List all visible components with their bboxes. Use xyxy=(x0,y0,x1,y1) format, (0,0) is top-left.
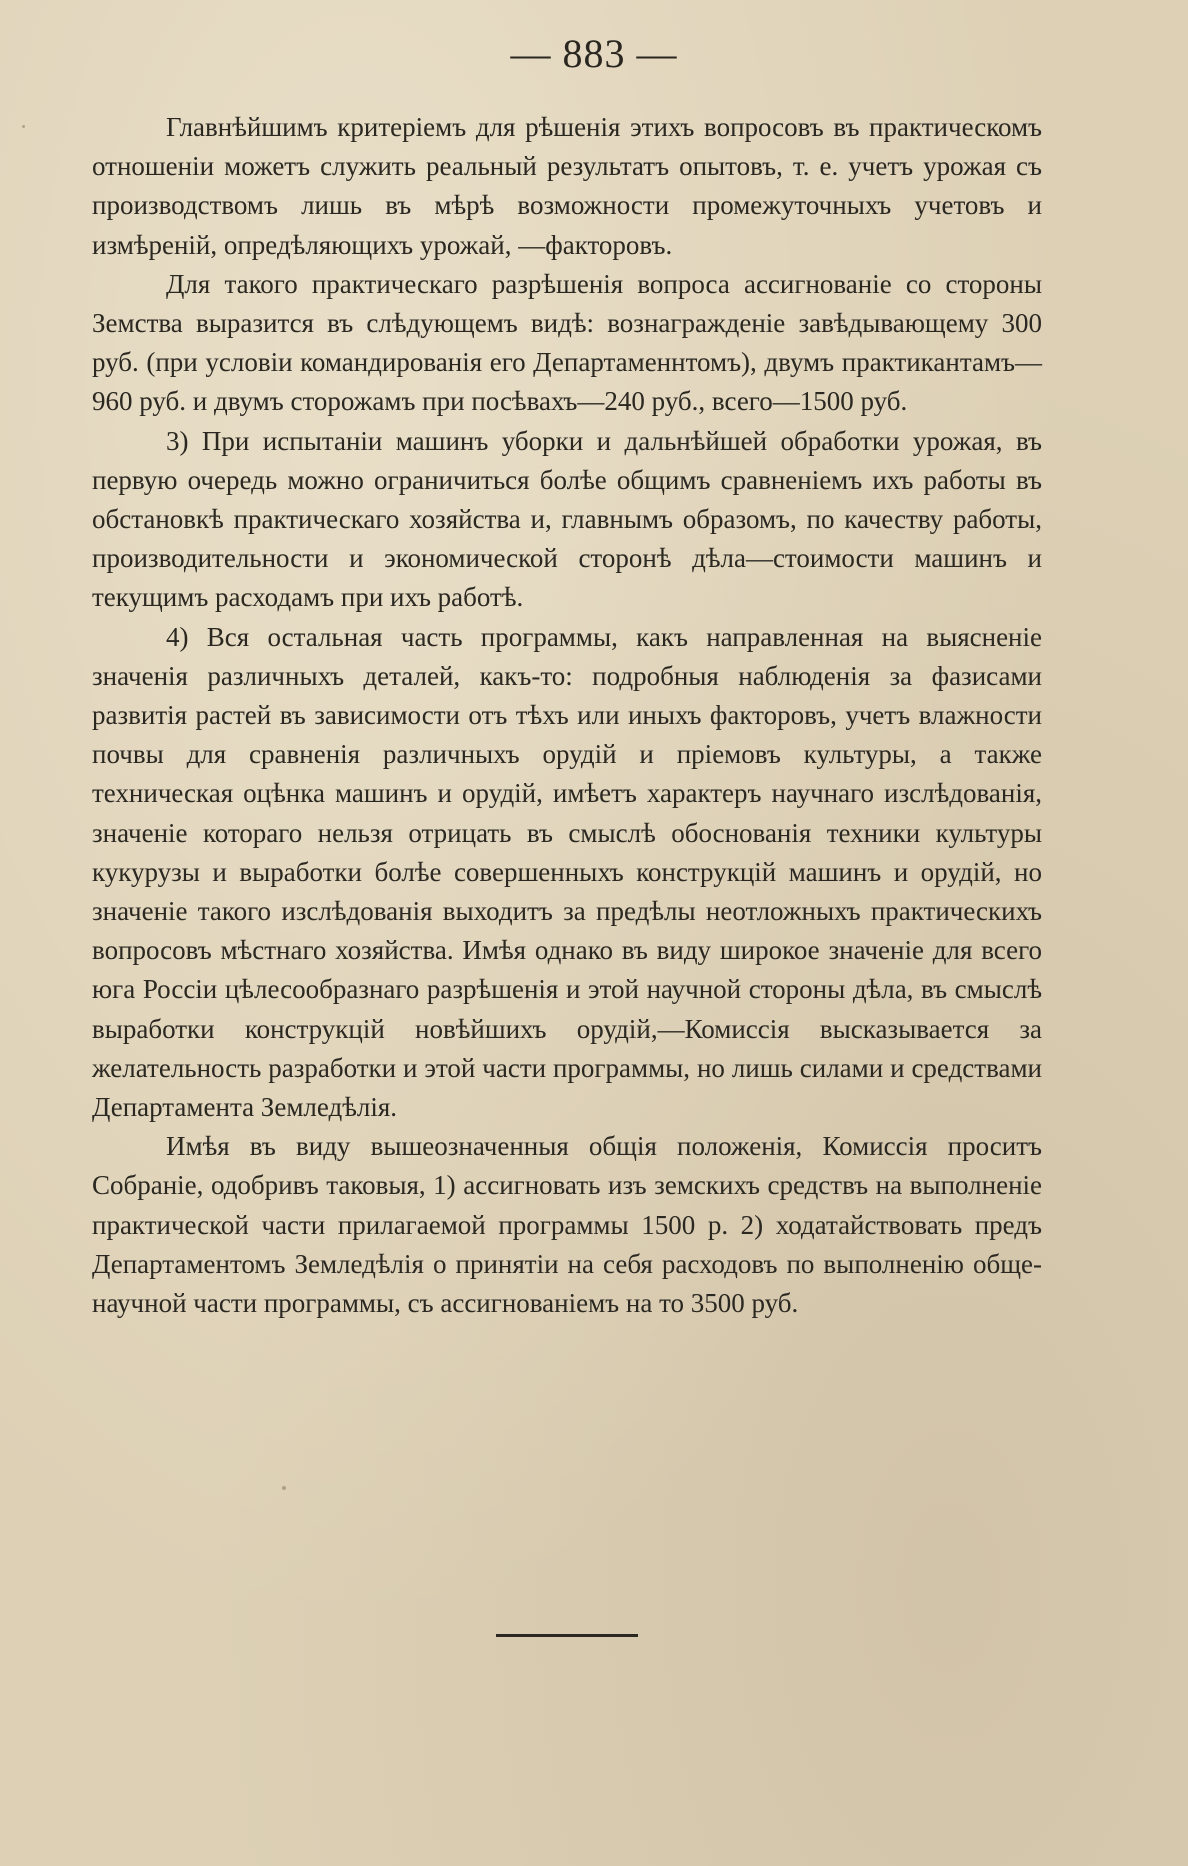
paper-spot xyxy=(22,125,25,128)
paragraph-allocation: Для такого практическаго разрѣшенія вопроса ассигнованіе со стороны Земства выразится въ слѣдующемъ видѣ: вознагражденіе завѣдывающему 300 руб. (при условіи командированія его Департаменнтомъ), двумъ практикантамъ—960 руб. и двумъ сторожамъ при посѣвахъ—240 руб., всего—1500 руб. xyxy=(92,268,1042,417)
paragraph-commission-request: Имѣя въ виду вышеозначенныя общія положенія, Комиссія проситъ Собраніе, одобривъ таковыя, 1) ассигновать изъ земскихъ средствъ на выполненіе практической части прилагаемой программы 1500 р. 2) ходатайствовать предъ Департаментомъ Земледѣлія о принятіи на себя расходовъ по выполненію общенаучной части программы, съ ассигнованіемъ на то 3500 руб. xyxy=(92,1131,1042,1319)
body-text xyxy=(92,108,1042,1323)
paragraph-remaining-program: 4) Вся остальная часть программы, какъ направленная на выясненіе значенія различныхъ деталей, какъ-то: подробныя наблюденія за фазисами развитія растей въ зависимости отъ тѣхъ или иныхъ факторовъ, учетъ влажности почвы для сравненія различныхъ орудій и пріемовъ культуры, а также техническая оцѣнка машинъ и орудій, имѣетъ характеръ научнаго изслѣдованія, значеніе котораго нельзя отрицать въ смыслѣ обоснованія техники культуры кукурузы и выработки болѣе совершенныхъ конструкцій машинъ и орудій, но значеніе такого изслѣдованія выходитъ за предѣлы неотложныхъ практическихъ вопросовъ мѣстнаго хозяйства. Имѣя однако въ виду широкое значеніе для всего юга Россіи цѣлесообразнаго разрѣшенія и этой научной стороны дѣла, въ смыслѣ выработки конструкцій новѣйшихъ орудій,—Комиссія высказывается за желательность разработки и этой части программы, но лишь силами и средствами Департамента Земледѣлія. xyxy=(92,621,1042,1123)
end-rule xyxy=(496,1634,638,1637)
paragraph-criteria: Главнѣйшимъ критеріемъ для рѣшенія этихъ вопросовъ въ практическомъ отношеніи можетъ служить реальный результатъ опытовъ, т. е. учетъ урожая съ производствомъ лишь въ мѣрѣ возможности промежуточныхъ учетовъ и измѣреній, опредѣляющихъ урожай, —факторовъ. xyxy=(92,112,1042,260)
page-number: — 883 — xyxy=(510,31,678,76)
paper-spot xyxy=(282,1486,286,1490)
paragraph-machine-testing: 3) При испытаніи машинъ уборки и дальнѣйшей обработки урожая, въ первую очередь можно ограничиться болѣе общимъ сравненіемъ ихъ работы въ обстановкѣ практическаго хозяйства и, главнымъ образомъ, по качеству работы, производительности и экономической сторонѣ дѣла—стоимости машинъ и текущимъ расходамъ при ихъ работѣ. xyxy=(92,425,1042,613)
